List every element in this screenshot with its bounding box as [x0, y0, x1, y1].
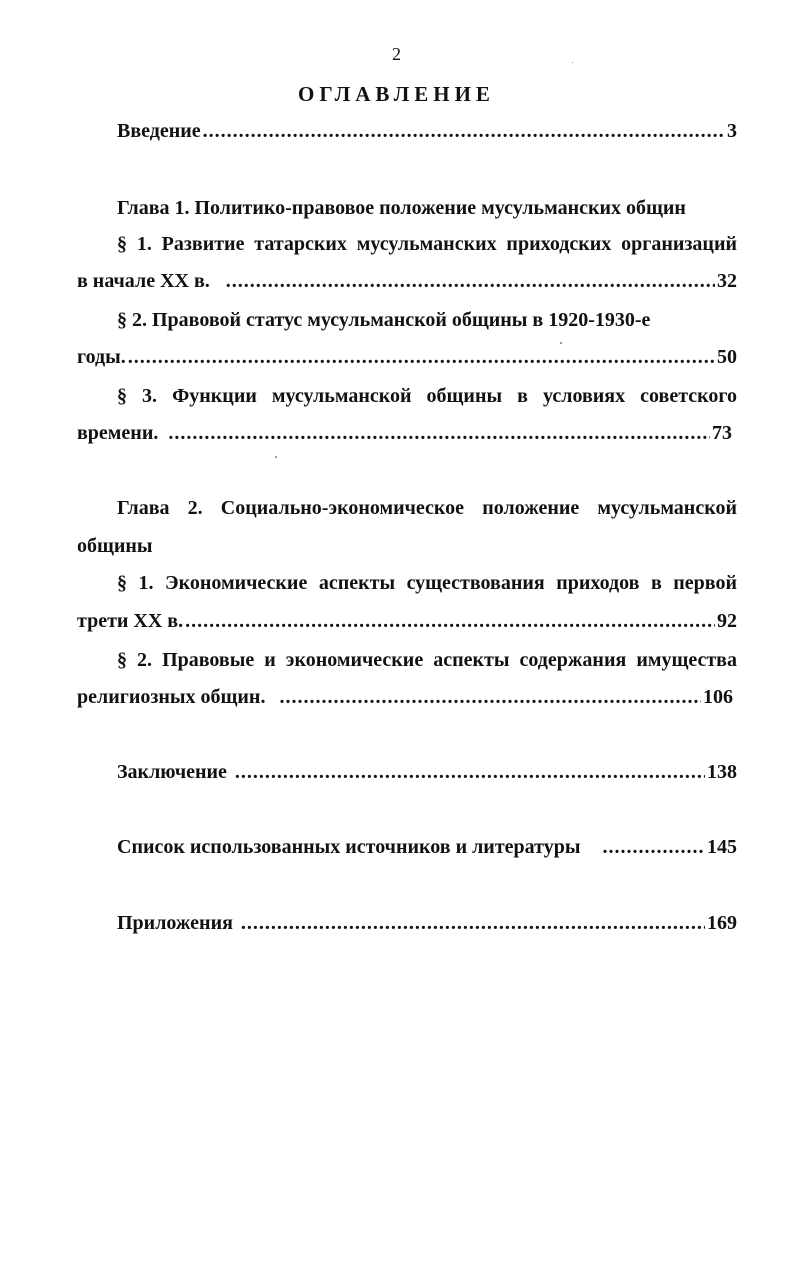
entry-label: в начале XX в.	[77, 270, 210, 292]
entry-label: Введение	[117, 120, 201, 142]
page-number: 2	[392, 44, 401, 64]
entry-label: Список использованных источников и литературы	[117, 836, 581, 858]
toc-title: ОГЛАВЛЕНИЕ	[298, 82, 495, 106]
entry-page: 138	[707, 761, 737, 783]
chapter-1-title[interactable]: Глава 1. Политико-правовое положение мусульманских общин	[117, 197, 686, 219]
entry-page: 3	[727, 120, 737, 142]
dot-leader	[185, 608, 715, 634]
scan-speck	[572, 62, 573, 63]
chapter-2-section-1-line-1[interactable]: § 1. Экономические аспекты существования приходов в первой	[117, 572, 737, 594]
entry-page: 92	[717, 610, 737, 632]
toc-entry-sources[interactable]	[117, 834, 737, 860]
chapter-2-section-1-line-2[interactable]	[77, 608, 737, 634]
dot-leader	[602, 834, 705, 860]
entry-page: 106	[703, 686, 733, 708]
entry-label: Заключение	[117, 761, 227, 783]
scan-speck	[275, 456, 277, 458]
chapter-2-section-2-line-2[interactable]	[77, 684, 733, 710]
entry-label: религиозных общин.	[77, 686, 266, 708]
entry-label: годы.	[77, 346, 126, 368]
entry-page: 32	[717, 270, 737, 292]
chapter-1-section-1-line-2[interactable]	[77, 268, 737, 294]
entry-label: времени.	[77, 422, 159, 444]
entry-label: трети XX в.	[77, 610, 184, 632]
chapter-1-section-3-line-2[interactable]	[77, 420, 732, 446]
entry-page: 169	[707, 912, 737, 934]
chapter-2-title-line-1[interactable]: Глава 2. Социально-экономическое положение мусульманской	[117, 497, 737, 519]
entry-page: 73	[712, 422, 732, 444]
dot-leader	[235, 759, 705, 785]
scan-speck	[560, 342, 562, 344]
dot-leader	[168, 420, 710, 446]
chapter-1-section-1-line-1[interactable]: § 1. Развитие татарских мусульманских приходских организаций	[117, 233, 737, 255]
dot-leader	[241, 910, 705, 936]
entry-page: 50	[717, 346, 737, 368]
toc-entry-conclusion[interactable]	[117, 759, 737, 785]
chapter-1-section-3-line-1[interactable]: § 3. Функции мусульманской общины в условиях советского	[117, 385, 737, 407]
chapter-1-section-2-line-2[interactable]	[77, 344, 737, 370]
toc-entry-appendices[interactable]	[117, 910, 737, 936]
toc-entry-intro[interactable]	[117, 118, 737, 144]
chapter-2-title-line-2[interactable]: общины	[77, 535, 153, 557]
entry-label: Приложения	[117, 912, 233, 934]
chapter-2-section-2-line-1[interactable]: § 2. Правовые и экономические аспекты содержания имущества	[117, 649, 737, 671]
chapter-1-section-2-line-1[interactable]: § 2. Правовой статус мусульманской общины в 1920-1930-е	[117, 309, 651, 331]
dot-leader	[279, 684, 701, 710]
dot-leader	[226, 268, 715, 294]
entry-page: 145	[707, 836, 737, 858]
dot-leader	[203, 118, 725, 144]
dot-leader	[128, 344, 715, 370]
